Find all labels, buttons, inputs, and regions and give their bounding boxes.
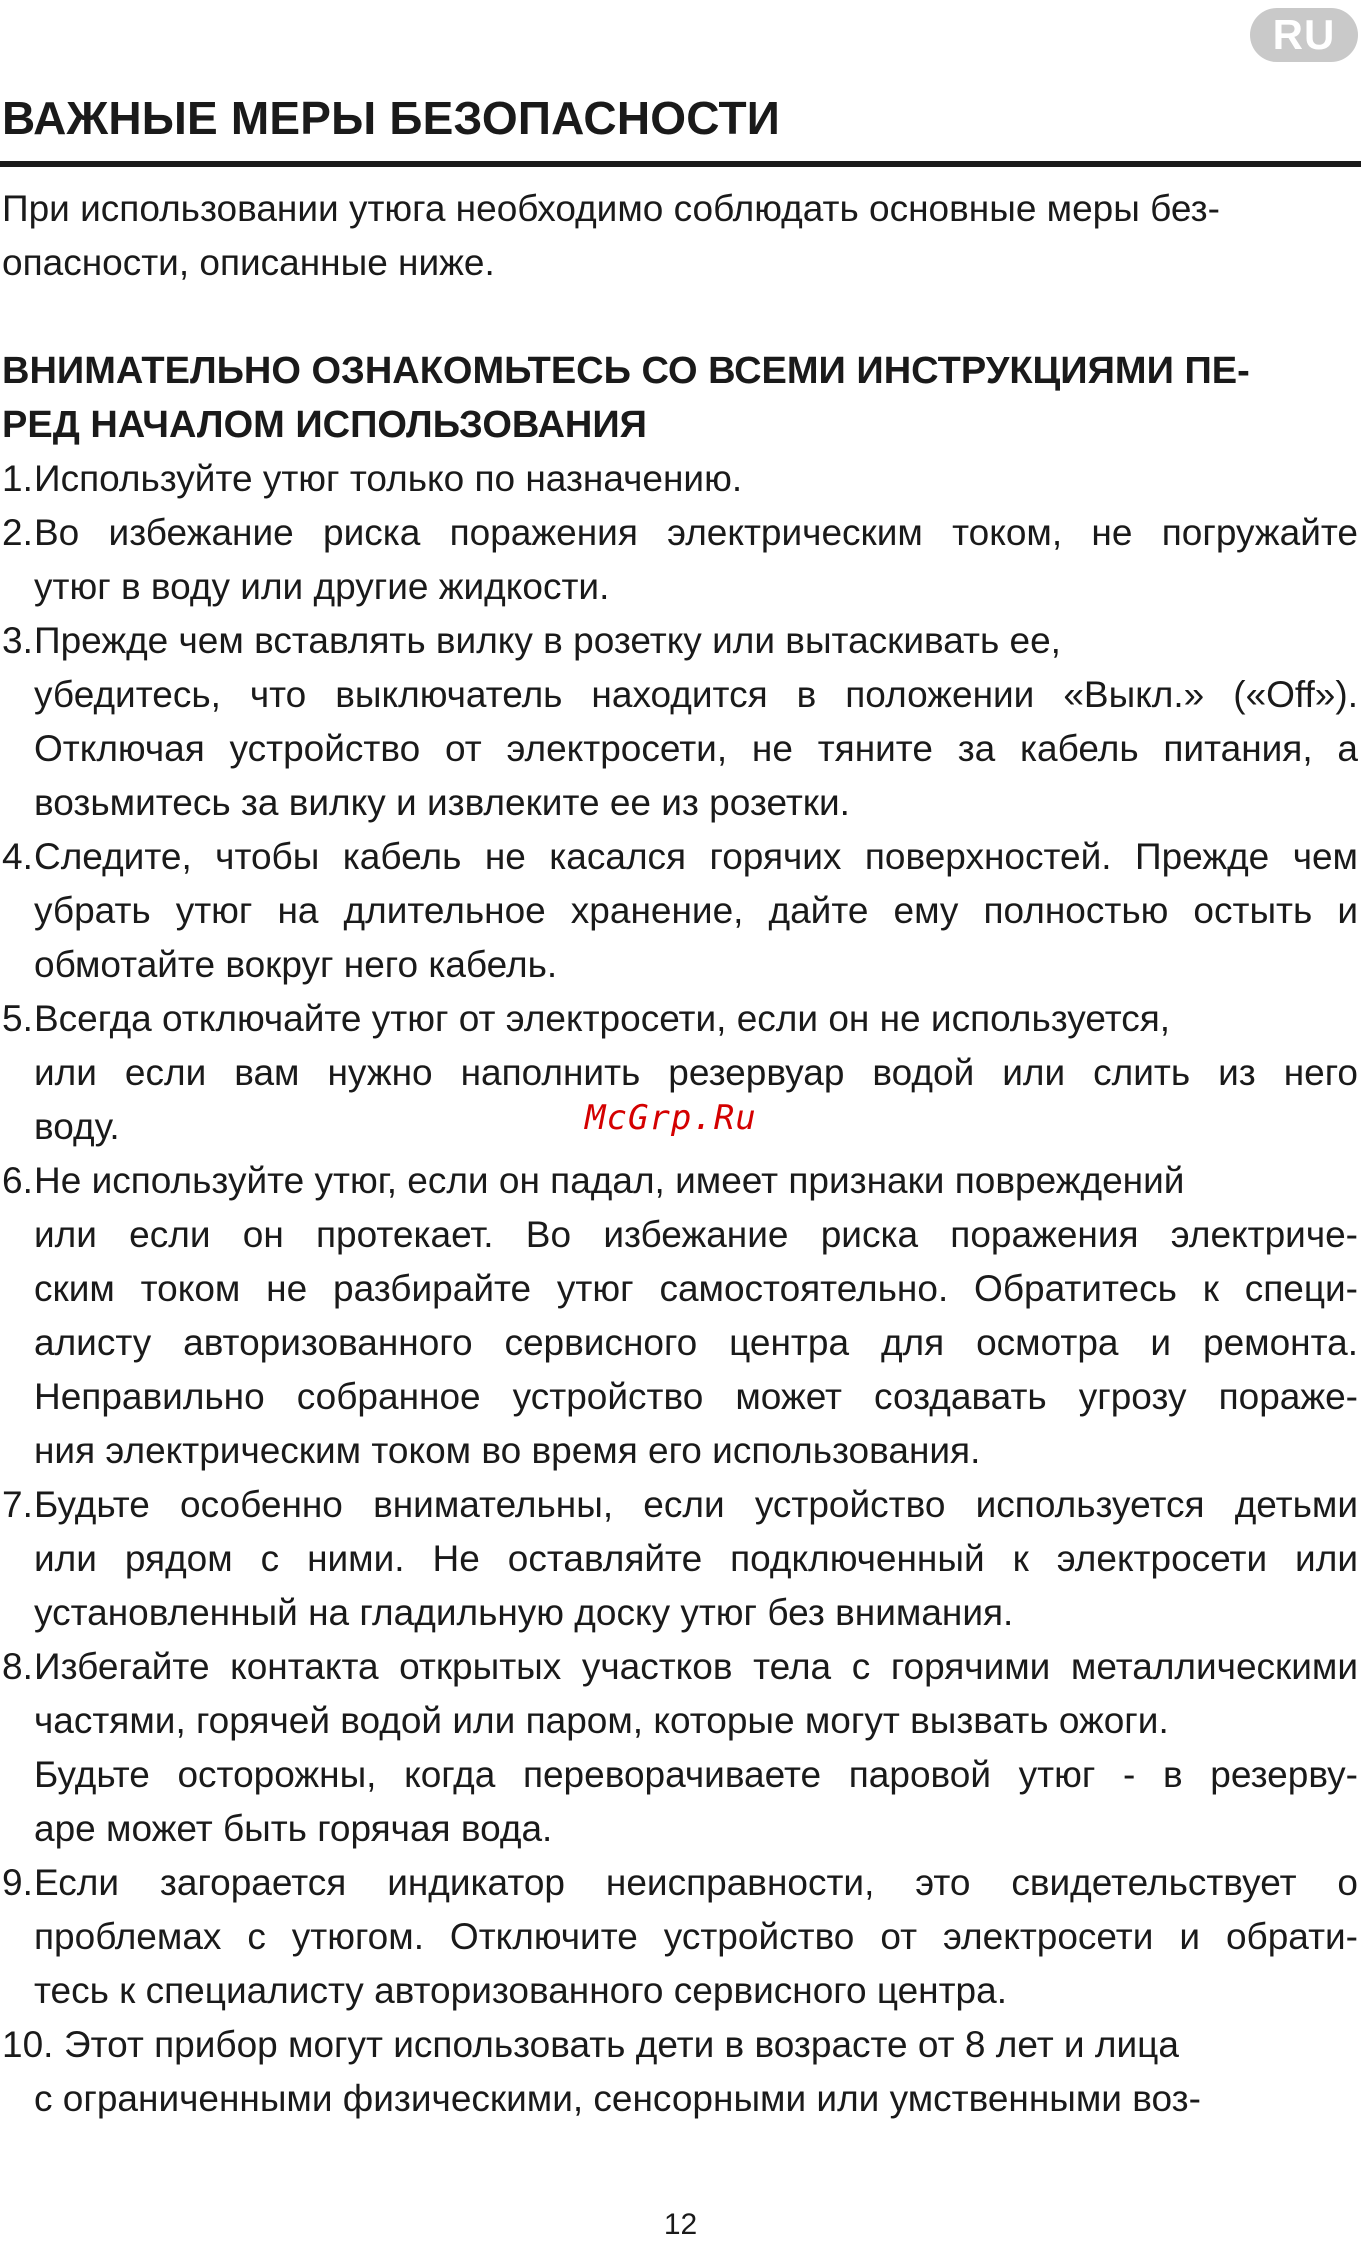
rule-text-line: Неправильно собранное устройство может создавать угрозу пораже- <box>34 1376 1358 1417</box>
intro-line: опасности, описанные ниже. <box>2 242 495 283</box>
rule-text-line: тесь к специалисту авторизованного сервисного центра. <box>34 1970 1007 2011</box>
safety-rule-item <box>2 1478 1358 1640</box>
safety-rules-list <box>2 452 1358 2126</box>
rule-text-line: Прежде чем вставлять вилку в розетку или вытаскивать ее, <box>34 620 1061 661</box>
instructions-heading <box>2 344 1358 452</box>
rule-text-line: Избегайте контакта открытых участков тела с горячими металлическими <box>34 1646 1358 1687</box>
rule-text-line: или если он протекает. Во избежание риска поражения электриче- <box>34 1214 1358 1255</box>
rule-number: 7. <box>2 1484 33 1525</box>
rule-number: 1. <box>2 458 33 499</box>
intro-line: При использовании утюга необходимо соблюдать основные меры без- <box>2 188 1220 229</box>
rule-text-line: Используйте утюг только по назначению. <box>34 458 743 499</box>
intro-paragraph <box>2 182 1354 290</box>
rule-text-line: Будьте осторожны, когда переворачиваете паровой утюг - в резерву- <box>34 1754 1358 1795</box>
safety-rule-item <box>2 1154 1358 1478</box>
rule-number: 9. <box>2 1862 33 1903</box>
rule-number: 10. <box>2 2024 54 2065</box>
rule-text-line: с ограниченными физическими, сенсорными или умственными воз- <box>34 2078 1201 2119</box>
rule-text-line: установленный на гладильную доску утюг без внимания. <box>34 1592 1014 1633</box>
rule-text-line: или рядом с ними. Не оставляйте подключенный к электросети или <box>34 1538 1358 1579</box>
language-badge: RU <box>1250 8 1358 62</box>
watermark: McGrp.Ru <box>585 1098 757 1138</box>
rule-number: 4. <box>2 836 33 877</box>
rule-text-line: Будьте особенно внимательны, если устройство используется детьми <box>34 1484 1358 1525</box>
title-divider <box>0 161 1361 167</box>
rule-text-line: Всегда отключайте утюг от электросети, если он не используется, <box>34 998 1171 1039</box>
rule-text-line: утюг в воду или другие жидкости. <box>34 566 610 607</box>
rule-text-line: убедитесь, что выключатель находится в положении «Выкл.» («Off»). <box>34 674 1358 715</box>
rule-text-line: Если загорается индикатор неисправности, это свидетельствует о <box>34 1862 1358 1903</box>
rule-text-line: ния электрическим током во время его использования. <box>34 1430 981 1471</box>
rule-text-line: ским током не разбирайте утюг самостоятельно. Обратитесь к специ- <box>34 1268 1358 1309</box>
page-number: 12 <box>663 2208 698 2241</box>
rule-text-line: возьмитесь за вилку и извлеките ее из розетки. <box>34 782 850 823</box>
rule-text-line: аре может быть горячая вода. <box>34 1808 553 1849</box>
safety-rule-item <box>2 1856 1358 2018</box>
rule-text-line: Этот прибор могут использовать дети в возрасте от 8 лет и лица <box>64 2024 1179 2065</box>
rule-text-line: обмотайте вокруг него кабель. <box>34 944 558 985</box>
safety-rule-item <box>2 830 1358 992</box>
rule-number: 6. <box>2 1160 33 1201</box>
rule-number: 5. <box>2 998 33 1039</box>
heading-line: РЕД НАЧАЛОМ ИСПОЛЬЗОВАНИЯ <box>2 404 647 446</box>
rule-text-line: убрать утюг на длительное хранение, дайте ему полностью остыть и <box>34 890 1358 931</box>
safety-rule-item <box>2 2018 1358 2126</box>
rule-text-line: Во избежание риска поражения электрическим током, не погружайте <box>34 512 1358 553</box>
heading-line: ВНИМАТЕЛЬНО ОЗНАКОМЬТЕСЬ СО ВСЕМИ ИНСТРУКЦИЯМИ ПЕ- <box>2 350 1250 392</box>
rule-text-line: Не используйте утюг, если он падал, имеет признаки повреждений <box>34 1160 1185 1201</box>
rule-number: 8. <box>2 1646 33 1687</box>
rule-number: 3. <box>2 620 33 661</box>
rule-text-line: Следите, чтобы кабель не касался горячих поверхностей. Прежде чем <box>34 836 1358 877</box>
safety-rule-item <box>2 1640 1358 1856</box>
safety-rule-item <box>2 452 1358 506</box>
rule-number: 2. <box>2 512 33 553</box>
rule-text-line: Отключая устройство от электросети, не тяните за кабель питания, а <box>34 728 1358 769</box>
safety-rule-item <box>2 506 1358 614</box>
rule-text-line: проблемах с утюгом. Отключите устройство от электросети и обрати- <box>34 1916 1358 1957</box>
rule-text-line: воду. <box>34 1106 120 1147</box>
safety-rule-item <box>2 614 1358 830</box>
rule-text-line: или если вам нужно наполнить резервуар водой или слить из него <box>34 1052 1358 1093</box>
rule-text-line: алисту авторизованного сервисного центра для осмотра и ремонта. <box>34 1322 1358 1363</box>
page-title: ВАЖНЫЕ МЕРЫ БЕЗОПАСНОСТИ <box>2 92 781 144</box>
rule-text-line: частями, горячей водой или паром, которые могут вызвать ожоги. <box>34 1700 1169 1741</box>
